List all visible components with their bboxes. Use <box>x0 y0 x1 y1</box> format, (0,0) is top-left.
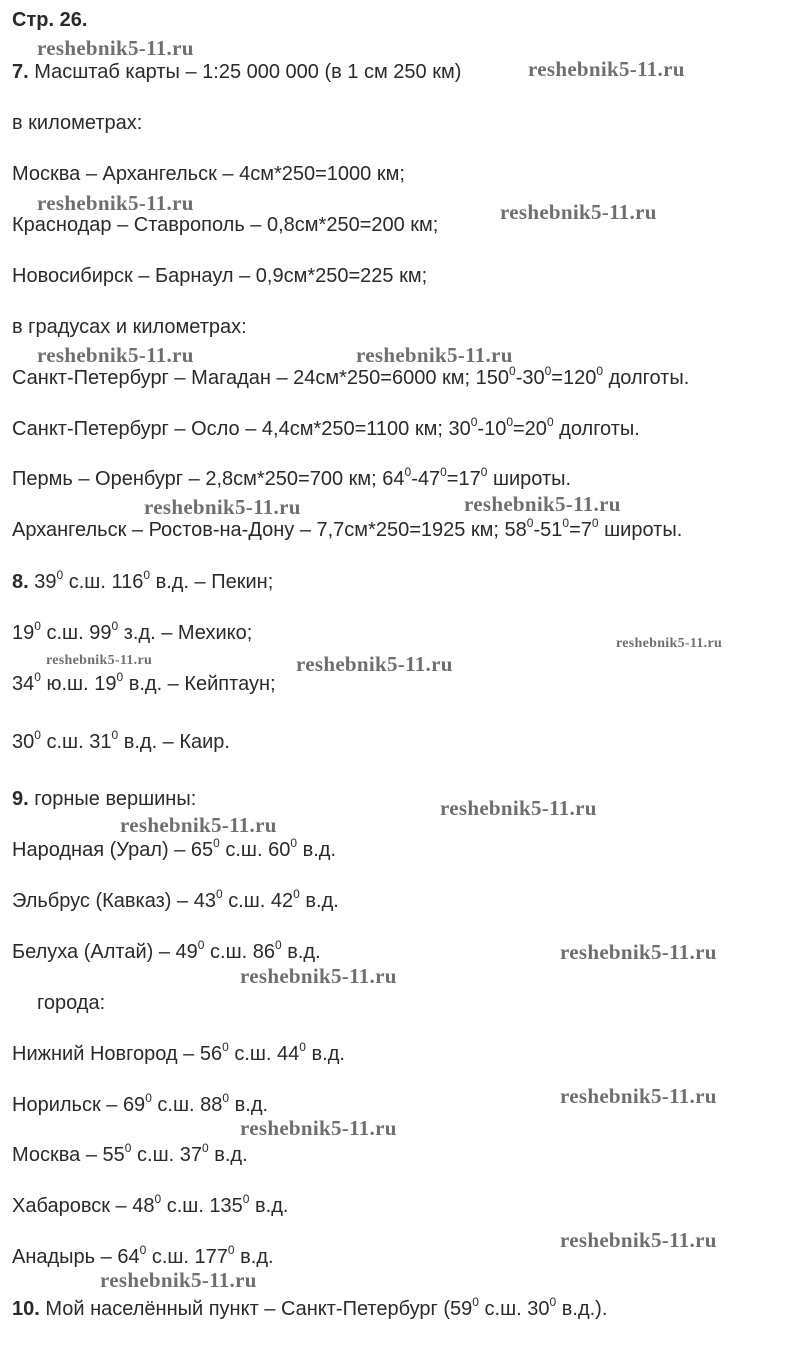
text-segment: Народная (Урал) – 65 <box>12 839 214 861</box>
text-segment: Белуха (Алтай) – 49 <box>12 941 198 963</box>
text-segment: долготы. <box>553 418 640 440</box>
text-segment: с.ш. 177 <box>146 1246 228 1268</box>
text-segment: с.ш. 135 <box>161 1195 243 1217</box>
degree-mark: 0 <box>509 364 516 378</box>
task9-norilsk <box>12 1093 268 1117</box>
text-segment: с.ш. 116 <box>63 571 144 593</box>
text-segment: =20 <box>513 418 547 440</box>
task7-krasnodar-stavropol: Краснодар – Ставрополь – 0,8см*250=200 км; <box>12 214 439 236</box>
text-segment: широты. <box>487 468 572 490</box>
watermark: reshebnik5-11.ru <box>560 1084 717 1108</box>
watermark: reshebnik5-11.ru <box>120 813 277 837</box>
task7-in-km-label: в километрах: <box>12 112 143 134</box>
text-segment: Санкт-Петербург – Магадан – 24см*250=6000 км; 150 <box>12 367 510 389</box>
task7-intro-text: Масштаб карты – 1:25 000 000 (в 1 см 250 км) <box>34 61 462 83</box>
task9-moscow <box>12 1143 248 1167</box>
text-segment: в.д. <box>229 1094 269 1116</box>
watermark: reshebnik5-11.ru <box>37 36 194 60</box>
text-segment: с.ш. 86 <box>204 941 275 963</box>
degree-mark: 0 <box>404 465 412 479</box>
degree-mark: 0 <box>299 1040 306 1054</box>
text-segment: Нижний Новгород – 56 <box>12 1043 223 1065</box>
degree-mark: 0 <box>145 1091 152 1105</box>
text-segment: в.д. <box>234 1246 274 1268</box>
watermark: reshebnik5-11.ru <box>296 652 453 676</box>
degree-mark: 0 <box>124 1141 132 1155</box>
degree-mark: 0 <box>111 728 119 742</box>
degree-mark: 0 <box>480 465 488 479</box>
watermark: reshebnik5-11.ru <box>240 964 397 988</box>
watermark: reshebnik5-11.ru <box>616 636 723 651</box>
degree-mark: 0 <box>293 887 300 901</box>
text-segment: в.д. – Каир. <box>118 731 230 753</box>
text-segment: с.ш. 99 <box>40 622 112 644</box>
task7-in-deg-km-label: в градусах и километрах: <box>12 316 247 338</box>
text-segment: Мой населённый пункт – Санкт-Петербург (59 <box>39 1298 473 1320</box>
text-segment: с.ш. 60 <box>219 839 291 861</box>
watermark: reshebnik5-11.ru <box>356 343 513 367</box>
watermark: reshebnik5-11.ru <box>37 343 194 367</box>
degree-mark: 0 <box>111 619 119 633</box>
watermark: reshebnik5-11.ru <box>560 1228 717 1252</box>
task10-locality <box>12 1297 607 1321</box>
text-segment: 39 <box>28 571 57 593</box>
degree-mark: 0 <box>544 364 552 378</box>
text-segment: в.д. <box>249 1195 289 1217</box>
watermark: reshebnik5-11.ru <box>37 191 194 215</box>
text-segment: Норильск – 69 <box>12 1094 146 1116</box>
degree-mark: 0 <box>56 568 64 582</box>
text-segment: в.д. <box>281 941 321 963</box>
task7-moscow-arkhangelsk: Москва – Архангельск – 4см*250=1000 км; <box>12 163 405 185</box>
task8-mexico <box>12 621 252 645</box>
watermark: reshebnik5-11.ru <box>560 940 717 964</box>
text-segment: Анадырь – 64 <box>12 1246 140 1268</box>
degree-mark: 0 <box>197 938 205 952</box>
task9-nizhny-novgorod <box>12 1042 345 1066</box>
text-segment: в.д. <box>208 1144 248 1166</box>
text-segment: с.ш. 42 <box>222 890 294 912</box>
task9-khabarovsk <box>12 1194 288 1218</box>
task9-cities-label: города: <box>37 992 106 1014</box>
degree-mark: 0 <box>290 836 298 850</box>
text-segment: широты. <box>598 519 683 541</box>
task7-spb-magadan <box>12 366 689 390</box>
text-segment: -10 <box>477 418 507 440</box>
degree-mark: 0 <box>470 415 478 429</box>
degree-mark: 0 <box>34 728 41 742</box>
watermark: reshebnik5-11.ru <box>528 57 685 81</box>
text-segment: =7 <box>569 519 592 541</box>
watermark: reshebnik5-11.ru <box>500 200 657 224</box>
text-segment: в.д. <box>297 839 336 861</box>
degree-mark: 0 <box>549 1295 557 1309</box>
text-segment: =17 <box>446 468 481 490</box>
degree-mark: 0 <box>440 465 447 479</box>
degree-mark: 0 <box>562 516 570 530</box>
text-segment: 30 <box>12 731 35 753</box>
text-segment: в.д. <box>299 890 339 912</box>
degree-mark: 0 <box>116 670 124 684</box>
task9-number: 9. <box>12 788 29 810</box>
text-segment: с.ш. 88 <box>151 1094 223 1116</box>
degree-mark: 0 <box>143 568 151 582</box>
degree-mark: 0 <box>154 1192 162 1206</box>
text-segment: =120 <box>551 367 597 389</box>
task9-elbrus <box>12 889 339 913</box>
watermark: reshebnik5-11.ru <box>240 1116 397 1140</box>
task7-intro <box>12 60 461 84</box>
task7-novosibirsk-barnaul: Новосибирск – Барнаул – 0,9см*250=225 км; <box>12 265 428 287</box>
degree-mark: 0 <box>506 415 513 429</box>
text-segment: -51 <box>533 519 563 541</box>
degree-mark: 0 <box>34 670 41 684</box>
degree-mark: 0 <box>222 1091 230 1105</box>
text-segment: с.ш. 37 <box>131 1144 202 1166</box>
text-segment: Москва – 55 <box>12 1144 125 1166</box>
degree-mark: 0 <box>472 1295 479 1309</box>
task7-perm-orenburg <box>12 467 571 491</box>
degree-mark: 0 <box>274 938 282 952</box>
task7-number: 7. <box>12 61 29 83</box>
degree-mark: 0 <box>34 619 41 633</box>
text-segment: с.ш. 31 <box>40 731 112 753</box>
text-segment: с.ш. 44 <box>228 1043 300 1065</box>
text-segment: в.д.). <box>556 1298 608 1320</box>
degree-mark: 0 <box>222 1040 229 1054</box>
degree-mark: 0 <box>242 1192 250 1206</box>
page-number: Стр. 26. <box>12 9 88 31</box>
task7-spb-oslo <box>12 417 640 441</box>
task8-cairo <box>12 730 230 754</box>
degree-mark: 0 <box>139 1243 147 1257</box>
task10-number: 10. <box>12 1298 40 1320</box>
text-segment: -30 <box>515 367 545 389</box>
page-header <box>12 8 87 32</box>
task8-capetown <box>12 672 276 696</box>
task9-peaks-label <box>12 787 196 811</box>
text-segment: Санкт-Петербург – Осло – 4,4см*250=1100 км; 30 <box>12 418 471 440</box>
degree-mark: 0 <box>591 516 599 530</box>
degree-mark: 0 <box>526 516 534 530</box>
watermark: reshebnik5-11.ru <box>144 495 301 519</box>
watermark: reshebnik5-11.ru <box>464 492 621 516</box>
text-segment: долготы. <box>603 367 690 389</box>
watermark: reshebnik5-11.ru <box>46 653 153 668</box>
text-segment: горные вершины: <box>28 788 197 810</box>
text-segment: з.д. – Мехико; <box>118 622 253 644</box>
text-segment: Эльбрус (Кавказ) – 43 <box>12 890 216 912</box>
degree-mark: 0 <box>215 887 223 901</box>
text-segment: ю.ш. 19 <box>40 673 117 695</box>
watermark: reshebnik5-11.ru <box>100 1268 257 1292</box>
watermark: reshebnik5-11.ru <box>440 796 597 820</box>
text-segment: 19 <box>12 622 35 644</box>
degree-mark: 0 <box>227 1243 235 1257</box>
text-segment: с.ш. 30 <box>478 1298 550 1320</box>
text-segment: 34 <box>12 673 35 695</box>
text-segment: Архангельск – Ростов-на-Дону – 7,7см*250=1925 км; 58 <box>12 519 527 541</box>
text-segment: Пермь – Оренбург – 2,8см*250=700 км; 64 <box>12 468 405 490</box>
task8-beijing <box>12 570 273 594</box>
text-segment: в.д. – Пекин; <box>150 571 274 593</box>
degree-mark: 0 <box>596 364 604 378</box>
text-segment: в.д. <box>305 1043 345 1065</box>
task9-belukha <box>12 940 321 964</box>
task9-anadyr <box>12 1245 274 1269</box>
degree-mark: 0 <box>546 415 554 429</box>
task8-number: 8. <box>12 571 29 593</box>
text-segment: в.д. – Кейптаун; <box>123 673 276 695</box>
task7-arkhangelsk-rostov <box>12 518 682 542</box>
text-segment: -47 <box>411 468 441 490</box>
degree-mark: 0 <box>213 836 220 850</box>
task9-narodnaya <box>12 838 336 862</box>
degree-mark: 0 <box>201 1141 209 1155</box>
text-segment: Хабаровск – 48 <box>12 1195 155 1217</box>
